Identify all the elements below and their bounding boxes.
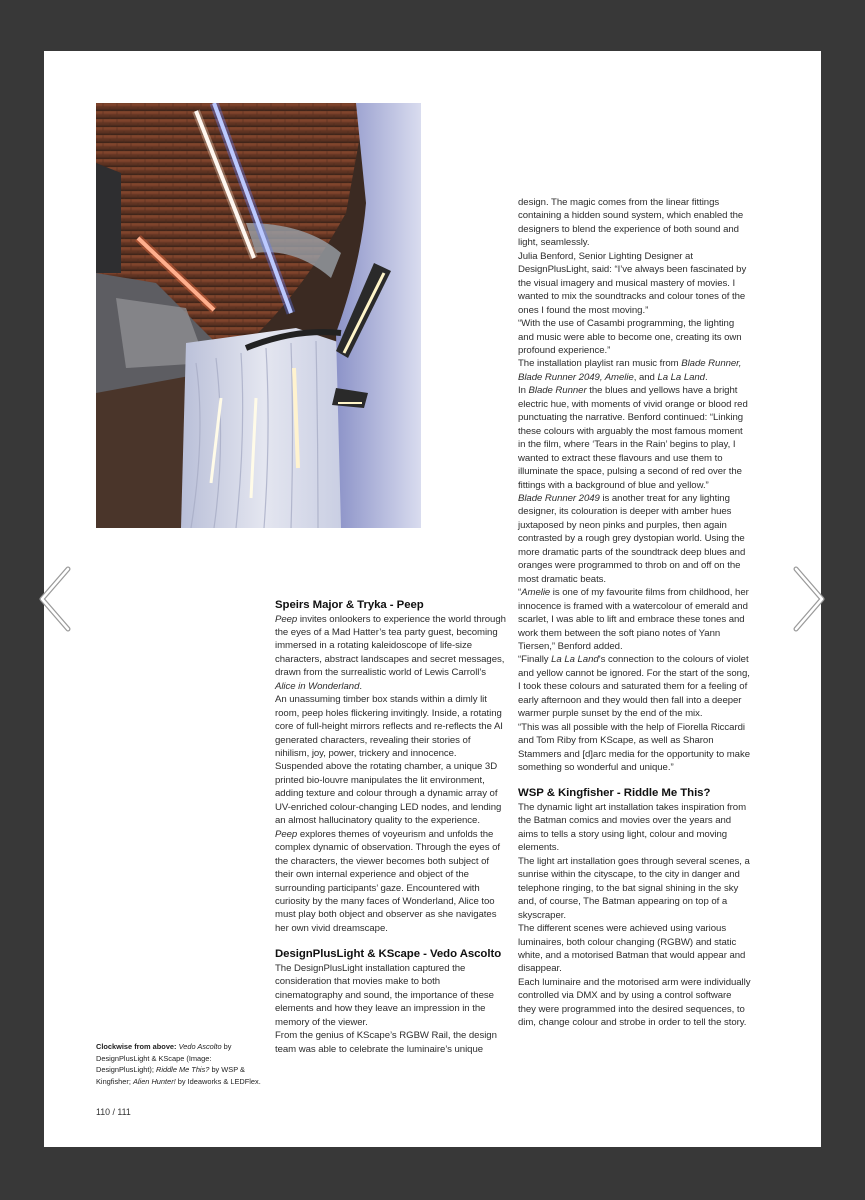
photo-caption: Clockwise from above: Vedo Ascolto by DesignPlusLight & KScape (Image: DesignPlusLight); Riddle Me This? by WSP & Kingfisher; Alien Hunter! by Ideaworks & LEDFlex. bbox=[96, 1042, 261, 1086]
paragraph: Blade Runner 2049 is another treat for any lighting designer, its colouration is deeper with amber hues juxtaposed by neon pinks and purples, then again contrasted by a rough grey dystopian world. Using the more dramatic parts of the soundtrack deep blues and oranges were programmed to throb on and off on the most dramatic beats. bbox=[518, 492, 746, 585]
paragraph: Peep invites onlookers to experience the world through the eyes of a Mad Hatter’s tea party guest, becoming immersed in a rotating kaleidoscope of life-size characters, abstract landscapes and secret messages, drawn from the surrealistic world of Lewis Carroll’s Alice in Wonderland. bbox=[275, 613, 506, 692]
column-left bbox=[275, 599, 507, 1056]
previous-page-button[interactable] bbox=[38, 566, 72, 632]
paragraph: Each luminaire and the motorised arm were individually controlled via DMX and by using a control software they were programmed into the desired sequences, to dim, change colour and strobe in order to tell the story. bbox=[518, 976, 751, 1029]
heading-vedo-ascolto: DesignPlusLight & KScape - Vedo Ascolto bbox=[275, 948, 502, 961]
paragraph: An unassuming timber box stands within a dimly lit room, peep holes flickering invitingly. Inside, a rotating core of full-height mirrors reflects and re-reflects the AI generated characters, revealing their stories of nihilism, joy, power, trickery and innocence. Suspended above the rotating chamber, a unique 3D printed bio-louvre manipulates the lit environment, adding texture and colour through a dynamic array of UV-enriched colour-changing LED nodes, and lending an almost hallucinatory quality to the experience. bbox=[275, 694, 503, 827]
paragraph: “Amelie is one of my favourite films from childhood, her innocence is framed with a watercolour of emerald and scarlet, I was able to lift and embrace these tones and work them between the soft piano notes of Yann Tiersen,” Benford added. bbox=[518, 587, 749, 652]
paragraph: Peep explores themes of voyeurism and unfolds the complex dynamic of observation. Through the eyes of the characters, the viewer becomes both subject of their own internal experience and object of the surrounding participants’ gaze. Encountered with curiosity by the many faces of Wonderland, Alice too must play both object and observer as she navigates her own vivid dreamscape. bbox=[275, 828, 500, 934]
chevron-right-icon bbox=[792, 566, 826, 632]
column-right bbox=[518, 196, 751, 1030]
paragraph: In Blade Runner the blues and yellows have a bright electric hue, with moments of vivid orange or blood red punctuating the narrative. Benford continued: “Linking these colours with arguably the most famous moment in the film, where ‘Tears in the Rain’ begins to play, I wanted to extract these flavours and use them to illuminate the space, pulsing a second of red over the fittings with a background of blue and yellow.” bbox=[518, 385, 748, 491]
next-page-button[interactable] bbox=[792, 566, 826, 632]
vedo-ascolto-photo bbox=[96, 103, 421, 528]
paragraph: The dynamic light art installation takes inspiration from the Batman comics and movies over the years and aims to tells a story using light, colour and moving elements. bbox=[518, 801, 747, 854]
paragraph: The different scenes were achieved using various luminaires, both colour changing (RGBW) and static white, and a motorised Batman that would appear and disappear. bbox=[518, 923, 746, 975]
heading-peep: Speirs Major & Tryka - Peep bbox=[275, 599, 424, 611]
paragraph: Julia Benford, Senior Lighting Designer at DesignPlusLight, said: “I’ve always been fascinated by the visual imagery and musical mastery of movies. I wanted to mix the soundtracks and colour tones of the ones I found the most moving.” bbox=[518, 250, 747, 316]
installation-photo bbox=[96, 103, 421, 528]
paragraph: “This was all possible with the help of Fiorella Riccardi and Tom Riby from KScape, as well as Sharon Stammers and [d]arc media for the opportunity to make something so wonderful and unique.” bbox=[518, 721, 750, 774]
heading-riddle-me-this: WSP & Kingfisher - Riddle Me This? bbox=[518, 787, 711, 800]
paragraph: The DesignPlusLight installation captured the consideration that movies make to both cinematography and sound, the importance of these elements and how they leave an impression in the memory of the viewer. bbox=[275, 962, 494, 1028]
paragraph: The installation playlist ran music from Blade Runner, Blade Runner 2049, Amelie, and La La Land. bbox=[518, 358, 742, 383]
paragraph: “Finally La La Land’s connection to the colours of violet and yellow cannot be ignored. For the start of the song, I took these colours and saturated them for a feeling of early afternoon and they would then fall into a deeper warmer purple sunset by the end of the mix. bbox=[518, 654, 750, 720]
magazine-page bbox=[44, 51, 821, 1147]
chevron-left-icon bbox=[38, 566, 72, 632]
paragraph: “With the use of Casambi programming, the lighting and music were able to become one, creating its own profound experience.” bbox=[518, 318, 742, 356]
page-number: 110 / 111 bbox=[96, 1107, 131, 1117]
paragraph: From the genius of KScape’s RGBW Rail, the design team was able to celebrate the luminaire’s unique bbox=[275, 1030, 497, 1055]
paragraph: The light art installation goes through several scenes, a sunrise within the cityscape, to the city in danger and telephone ringing, to the bat signal shining in the sky and, of course, The Batman appearing on top of a skyscraper. bbox=[518, 855, 750, 921]
paragraph: design. The magic comes from the linear fittings containing a hidden sound system, which enabled the designers to blend the experience of both sound and light, seamlessly. bbox=[518, 197, 744, 249]
